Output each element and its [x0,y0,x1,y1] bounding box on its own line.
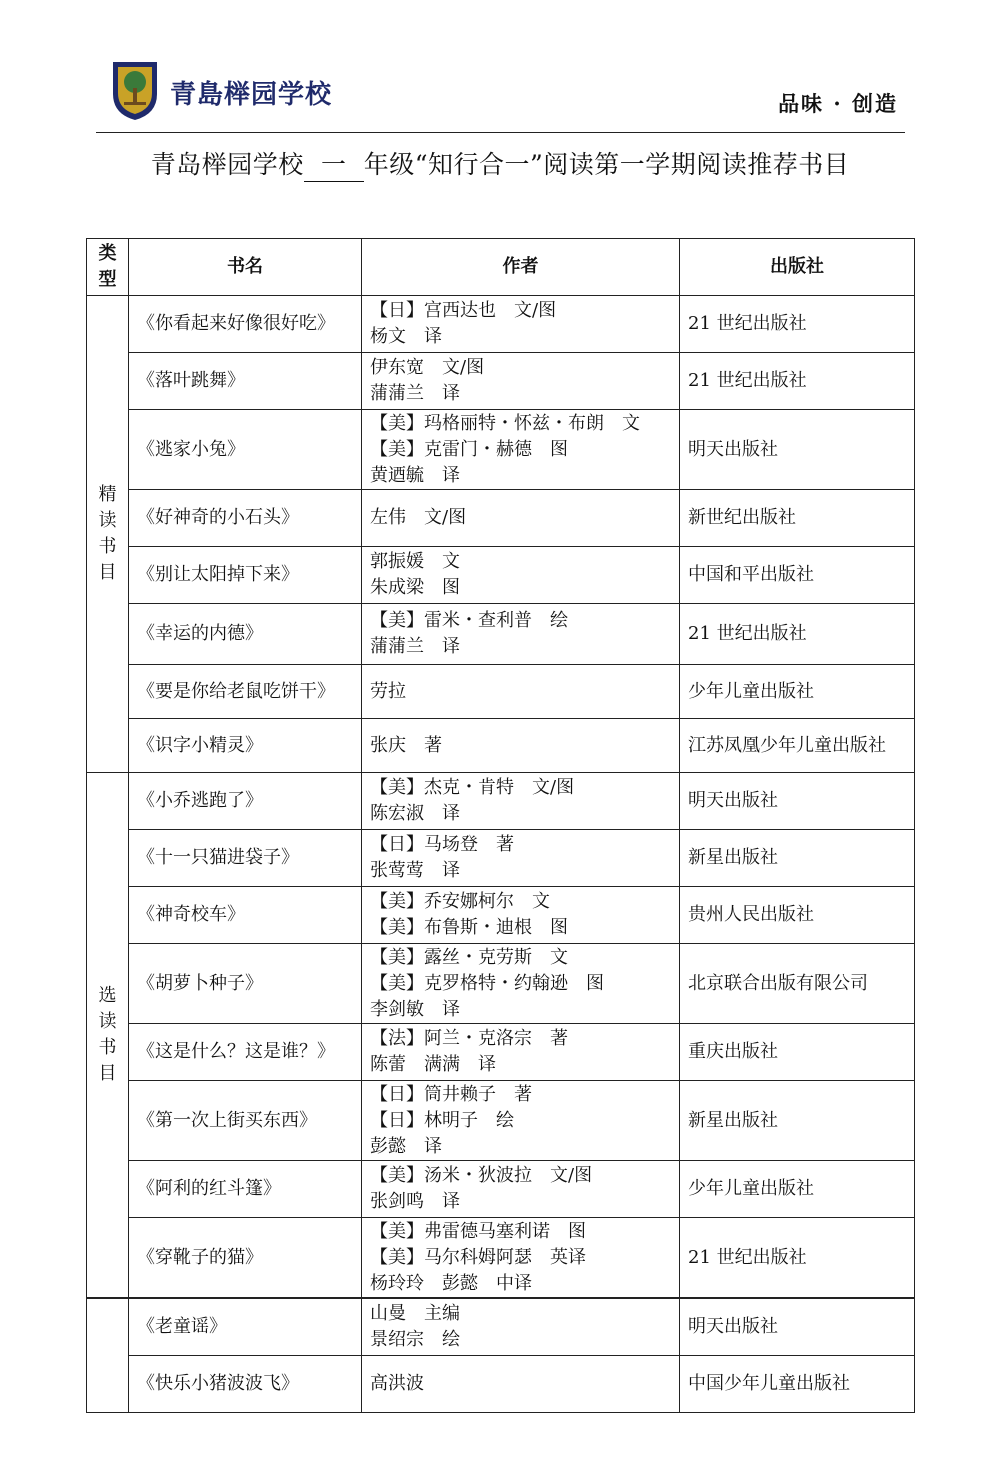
author-line: 【日】宫西达也 文/图 [370,300,557,321]
school-motto: 品味 · 创造 [778,91,898,116]
publisher-cell: 新世纪出版社 [680,490,915,547]
table-row [87,1299,915,1356]
publisher-cell: 21 世纪出版社 [680,296,915,353]
author-line: 【日】筒井赖子 著 [370,1083,532,1105]
author-cell [362,1081,680,1161]
author-line: 劳拉 [370,680,406,702]
book-title-cell: 《阿利的红斗篷》 [129,1161,362,1218]
publisher-cell: 重庆出版社 [680,1024,915,1081]
table-header-row [87,239,915,296]
header-type: 类型 [87,239,129,296]
author-line: 【美】弗雷德马塞利诺 图 [370,1220,586,1242]
table-row [87,547,915,604]
publisher-cell: 少年儿童出版社 [680,665,915,719]
table-row [87,1218,915,1298]
author-cell [362,410,680,490]
reading-list-table [86,238,915,1298]
author-cell [362,1356,680,1413]
table-row [87,830,915,887]
author-cell [362,490,680,547]
header-book: 书名 [129,239,362,296]
extra-reading-table [86,1298,915,1413]
author-line: 杨文 译 [370,326,442,347]
author-line: 【美】克罗格特・约翰逊 图 [370,972,604,994]
school-name: 青島榉园学校 [170,80,333,110]
author-line: 陈宏淑 译 [370,803,460,824]
book-title-cell: 《好神奇的小石头》 [129,490,362,547]
author-line: 杨玲玲 彭懿 中译 [370,1272,532,1294]
publisher-cell: 21 世纪出版社 [680,353,915,410]
table-row [87,353,915,410]
publisher-cell: 明天出版社 [680,410,915,490]
section-type-cell [87,1299,129,1413]
grade-blank: 一 [304,145,364,182]
publisher-cell: 明天出版社 [680,773,915,830]
author-line: 【法】阿兰・克洛宗 著 [370,1028,568,1049]
table-row [87,944,915,1024]
publisher-cell: 新星出版社 [680,1081,915,1161]
book-title-cell: 《十一只猫进袋子》 [129,830,362,887]
author-cell [362,604,680,665]
author-line: 张庆 著 [370,734,442,756]
table-row [87,604,915,665]
author-cell [362,665,680,719]
publisher-cell: 中国少年儿童出版社 [680,1356,915,1413]
table-row [87,490,915,547]
author-line: 【美】布鲁斯・迪根 图 [370,917,568,938]
table-row [87,665,915,719]
author-line: 蒲蒲兰 译 [370,383,460,404]
author-line: 【美】乔安娜柯尔 文 [370,891,550,912]
book-title-cell: 《穿靴子的猫》 [129,1218,362,1298]
author-line: 【美】露丝・克劳斯 文 [370,946,568,968]
section-type-label: 精读书目 [98,484,117,583]
author-cell [362,1218,680,1298]
author-cell [362,830,680,887]
author-line: 【美】玛格丽特・怀兹・布朗 文 [370,412,640,434]
author-line: 左伟 文/图 [370,507,467,528]
page-title [0,145,1000,182]
author-line: 伊东宽 文/图 [370,357,485,378]
publisher-cell: 中国和平出版社 [680,547,915,604]
author-line: 山曼 主编 [370,1303,460,1324]
publisher-cell: 北京联合出版有限公司 [680,944,915,1024]
author-line: 彭懿 译 [370,1135,442,1157]
publisher-cell: 少年儿童出版社 [680,1161,915,1218]
author-cell [362,887,680,944]
book-title-cell: 《落叶跳舞》 [129,353,362,410]
author-line: 张剑鸣 译 [370,1191,460,1212]
book-title-cell: 《幸运的内德》 [129,604,362,665]
author-cell [362,1299,680,1356]
table-row [87,1356,915,1413]
author-line: 朱成梁 图 [370,577,460,598]
school-crest-icon [110,58,160,122]
author-line: 【美】雷米・查利普 绘 [370,610,568,631]
publisher-cell: 21 世纪出版社 [680,604,915,665]
author-line: 【美】克雷门・赫德 图 [370,438,568,460]
book-title-cell: 《你看起来好像很好吃》 [129,296,362,353]
author-cell [362,296,680,353]
publisher-cell: 贵州人民出版社 [680,887,915,944]
author-line: 高洪波 [370,1373,424,1394]
section-type-label: 选读书目 [98,985,117,1084]
book-title-cell: 《这是什么？这是谁？》 [129,1024,362,1081]
book-title-cell: 《第一次上街买东西》 [129,1081,362,1161]
table-row [87,1161,915,1218]
author-cell [362,773,680,830]
table-row [87,773,915,830]
table-row [87,887,915,944]
author-line: 黄迺毓 译 [370,464,460,486]
publisher-cell: 21 世纪出版社 [680,1218,915,1298]
book-title-cell: 《胡萝卜种子》 [129,944,362,1024]
title-prefix: 青岛榉园学校 [150,150,304,179]
title-suffix: 年级“知行合一”阅读第一学期阅读推荐书目 [363,150,850,179]
publisher-cell: 江苏凤凰少年儿童出版社 [680,719,915,773]
author-line: 蒲蒲兰 译 [370,636,460,657]
book-title-cell: 《识字小精灵》 [129,719,362,773]
book-title-cell: 《快乐小猪波波飞》 [129,1356,362,1413]
table-row [87,410,915,490]
author-line: 【美】杰克・肯特 文/图 [370,777,575,798]
header-divider [96,132,905,133]
book-title-cell: 《逃家小兔》 [129,410,362,490]
publisher-cell: 新星出版社 [680,830,915,887]
author-line: 景绍宗 绘 [370,1329,460,1350]
author-cell [362,1161,680,1218]
book-title-cell: 《别让太阳掉下来》 [129,547,362,604]
publisher-cell: 明天出版社 [680,1299,915,1356]
author-line: 【日】马场登 著 [370,834,514,855]
table-row [87,296,915,353]
book-title-cell: 《神奇校车》 [129,887,362,944]
section-type-cell [87,296,129,773]
header-publisher: 出版社 [680,239,915,296]
author-line: 【日】林明子 绘 [370,1109,514,1131]
author-line: 【美】马尔科姆阿瑟 英译 [370,1246,586,1268]
author-cell [362,719,680,773]
header-author: 作者 [362,239,680,296]
author-cell [362,547,680,604]
author-line: 郭振媛 文 [370,551,460,572]
table-row [87,1081,915,1161]
table-row [87,1024,915,1081]
book-title-cell: 《小乔逃跑了》 [129,773,362,830]
book-title-cell: 《老童谣》 [129,1299,362,1356]
author-cell [362,1024,680,1081]
book-title-cell: 《要是你给老鼠吃饼干》 [129,665,362,719]
table-row [87,719,915,773]
author-cell [362,353,680,410]
author-cell [362,944,680,1024]
author-line: 张莺莺 译 [370,860,460,881]
author-line: 陈蕾 满满 译 [370,1054,496,1075]
section-type-cell [87,773,129,1298]
author-line: 【美】汤米・狄波拉 文/图 [370,1165,593,1186]
author-line: 李剑敏 译 [370,998,460,1020]
